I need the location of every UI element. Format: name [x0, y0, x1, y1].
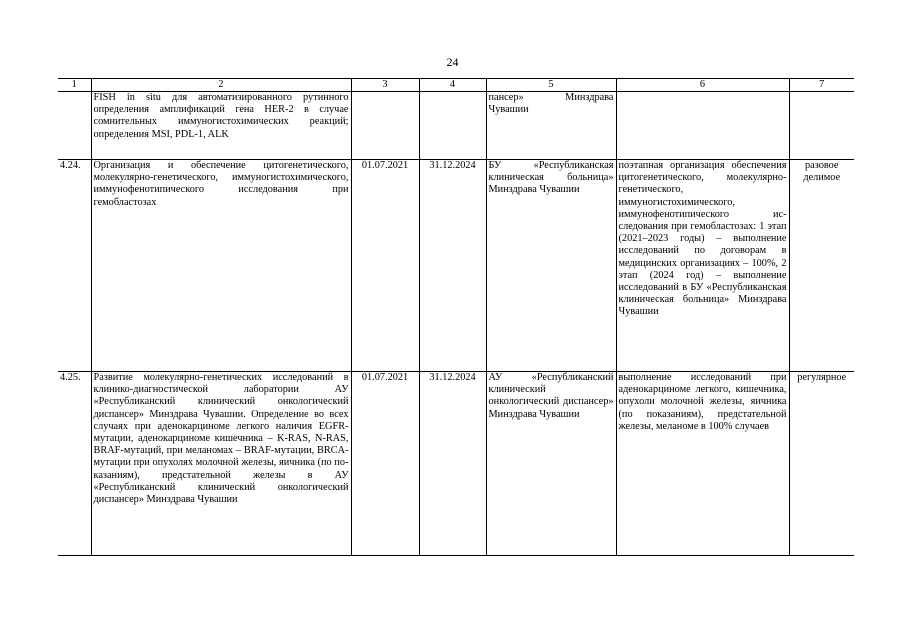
header-cell-6: 6: [616, 79, 789, 92]
header-cell-2: 2: [91, 79, 351, 92]
header-cell-1: 1: [58, 79, 91, 92]
table-row: [58, 372, 854, 556]
executor: пансер» Минздрава Чувашии: [486, 92, 616, 160]
end-date: [419, 92, 486, 160]
executor: БУ «Республиканская клиническая больница» Минздрава Чувашии: [486, 160, 616, 372]
table-row: [58, 92, 854, 160]
start-date: [351, 92, 419, 160]
activities-table: [58, 78, 854, 556]
activity-description: FISH in situ для автоматизированного рутинного определения амплификаций гена HER-2 в случае сомнительных иммуногистохимических реакций; определения MSI, PDL-1, ALK: [91, 92, 351, 160]
start-date: 01.07.2021: [351, 160, 419, 372]
row-number: 4.24.: [58, 160, 91, 372]
activity-type: регулярное: [789, 372, 854, 556]
end-date: 31.12.2024: [419, 372, 486, 556]
activity-type: разовое делимое: [789, 160, 854, 372]
end-date: 31.12.2024: [419, 160, 486, 372]
activity-description: Развитие молекулярно-генетических исследований в клинико-диагностической лаборатории АУ «Республиканский клинический онкологический диспансер» Минздрава Чувашии. Определение во всех случаях при аденокарциноме легкого наличия EGFR-мутации, аденокарциноме кишечника – K-RAS, N-RAS, BRAF-мутаций, при меланомах – BRAF-мутации, BRCA-мутации при опухолях молочной железы, яичника (по показаниям), предстательной железы в АУ «Республиканский клинический онкологический диспансер» Минздрава Чувашии: [91, 372, 351, 556]
activity-type: [789, 92, 854, 160]
table-row: [58, 160, 854, 372]
header-cell-4: 4: [419, 79, 486, 92]
header-cell-7: 7: [789, 79, 854, 92]
expected-result: [616, 92, 789, 160]
activity-description: Организация и обеспечение цитогенетического, молекулярно-генетического, иммуногистохимического, иммунофенотипического исследования при гемобластозах: [91, 160, 351, 372]
row-number: [58, 92, 91, 160]
executor: АУ «Республиканский клинический онкологический диспансер» Минздрава Чувашии: [486, 372, 616, 556]
page-number: 24: [446, 55, 459, 69]
expected-result: поэтапная организация обеспечения цитогенетического, молекулярно-генетического, иммуногистохимического, иммунофенотипического исследования при гемобластозах: 1 этап (2021–2023 годы) – выполнение исследований по договорам в медицинских организациях – 100%, 2 этап (2024 год) – выполнение исследований в БУ «Республиканская клиническая больница» Минздрава Чувашии: [616, 160, 789, 372]
table-header-row: [58, 79, 854, 92]
expected-result: выполнение исследований при аденокарциноме легкого, кишечника, опухоли молочной железы, яичника (по показаниям), предстательной железы, меланоме в 100% случаев: [616, 372, 789, 556]
row-number: 4.25.: [58, 372, 91, 556]
header-cell-5: 5: [486, 79, 616, 92]
start-date: 01.07.2021: [351, 372, 419, 556]
header-cell-3: 3: [351, 79, 419, 92]
